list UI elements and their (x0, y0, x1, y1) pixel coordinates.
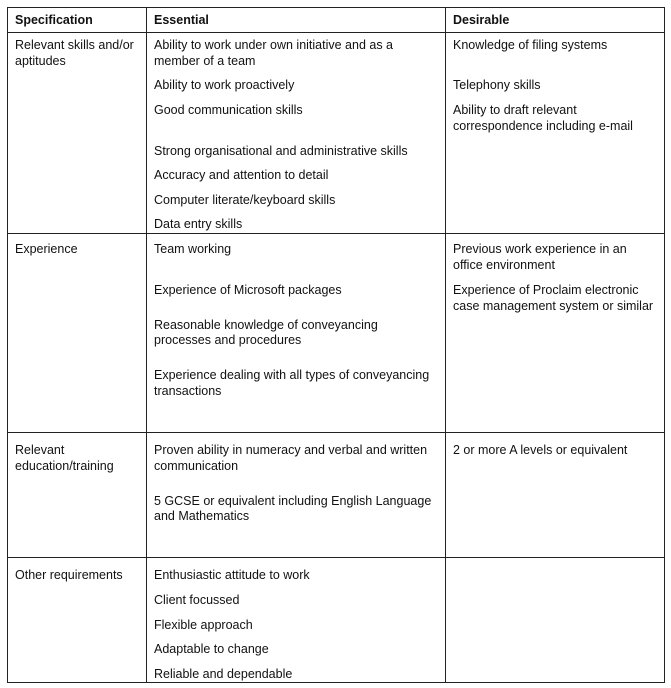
table-border (7, 432, 665, 433)
essential-item: Experience dealing with all types of conveyancing (154, 368, 430, 382)
essential-item: Good communication skills (154, 103, 303, 117)
header-specification: Specification (15, 13, 93, 27)
desirable-item: correspondence including e-mail (453, 119, 633, 133)
essential-item: communication (154, 459, 239, 473)
essential-item: 5 GCSE or equivalent including English Language (154, 494, 432, 508)
table-border (7, 557, 665, 558)
header-desirable: Desirable (453, 13, 510, 27)
essential-item: Proven ability in numeracy and verbal and written (154, 443, 428, 457)
essential-item: transactions (154, 384, 222, 398)
essential-item: Adaptable to change (154, 642, 269, 656)
desirable-item: Previous work experience in an (453, 242, 627, 256)
desirable-item: Experience of Proclaim electronic (453, 283, 639, 297)
essential-item: Experience of Microsoft packages (154, 283, 342, 297)
essential-item: and Mathematics (154, 509, 250, 523)
desirable-item: Knowledge of filing systems (453, 38, 608, 52)
essential-item: Reliable and dependable (154, 667, 293, 681)
desirable-item: office environment (453, 258, 555, 272)
table-border (146, 7, 147, 683)
essential-item: Data entry skills (154, 217, 243, 231)
essential-item: Ability to work under own initiative and as a (154, 38, 394, 52)
essential-item: Team working (154, 242, 232, 256)
essential-item: Strong organisational and administrative skills (154, 144, 408, 158)
essential-item: processes and procedures (154, 333, 302, 347)
table-border (664, 7, 665, 683)
essential-item: member of a team (154, 54, 256, 68)
essential-item: Flexible approach (154, 618, 253, 632)
essential-item: Enthusiastic attitude to work (154, 568, 310, 582)
spec-label: aptitudes (15, 54, 66, 68)
table-border (7, 682, 665, 683)
table-border (7, 7, 8, 683)
desirable-item: 2 or more A levels or equivalent (453, 443, 628, 457)
essential-item: Reasonable knowledge of conveyancing (154, 318, 378, 332)
header-essential: Essential (154, 13, 209, 27)
table-border (7, 32, 665, 33)
essential-item: Computer literate/keyboard skills (154, 193, 336, 207)
table-border (7, 7, 665, 8)
spec-label: Relevant (15, 443, 65, 457)
desirable-item: case management system or similar (453, 299, 654, 313)
spec-label: Other requirements (15, 568, 123, 582)
essential-item: Client focussed (154, 593, 240, 607)
desirable-item: Telephony skills (453, 78, 541, 92)
essential-item: Accuracy and attention to detail (154, 168, 329, 182)
essential-item: Ability to work proactively (154, 78, 295, 92)
desirable-item: Ability to draft relevant (453, 103, 577, 117)
spec-label: education/training (15, 459, 114, 473)
spec-label: Relevant skills and/or (15, 38, 134, 52)
table-border (445, 7, 446, 683)
table-border (7, 233, 665, 234)
spec-label: Experience (15, 242, 78, 256)
